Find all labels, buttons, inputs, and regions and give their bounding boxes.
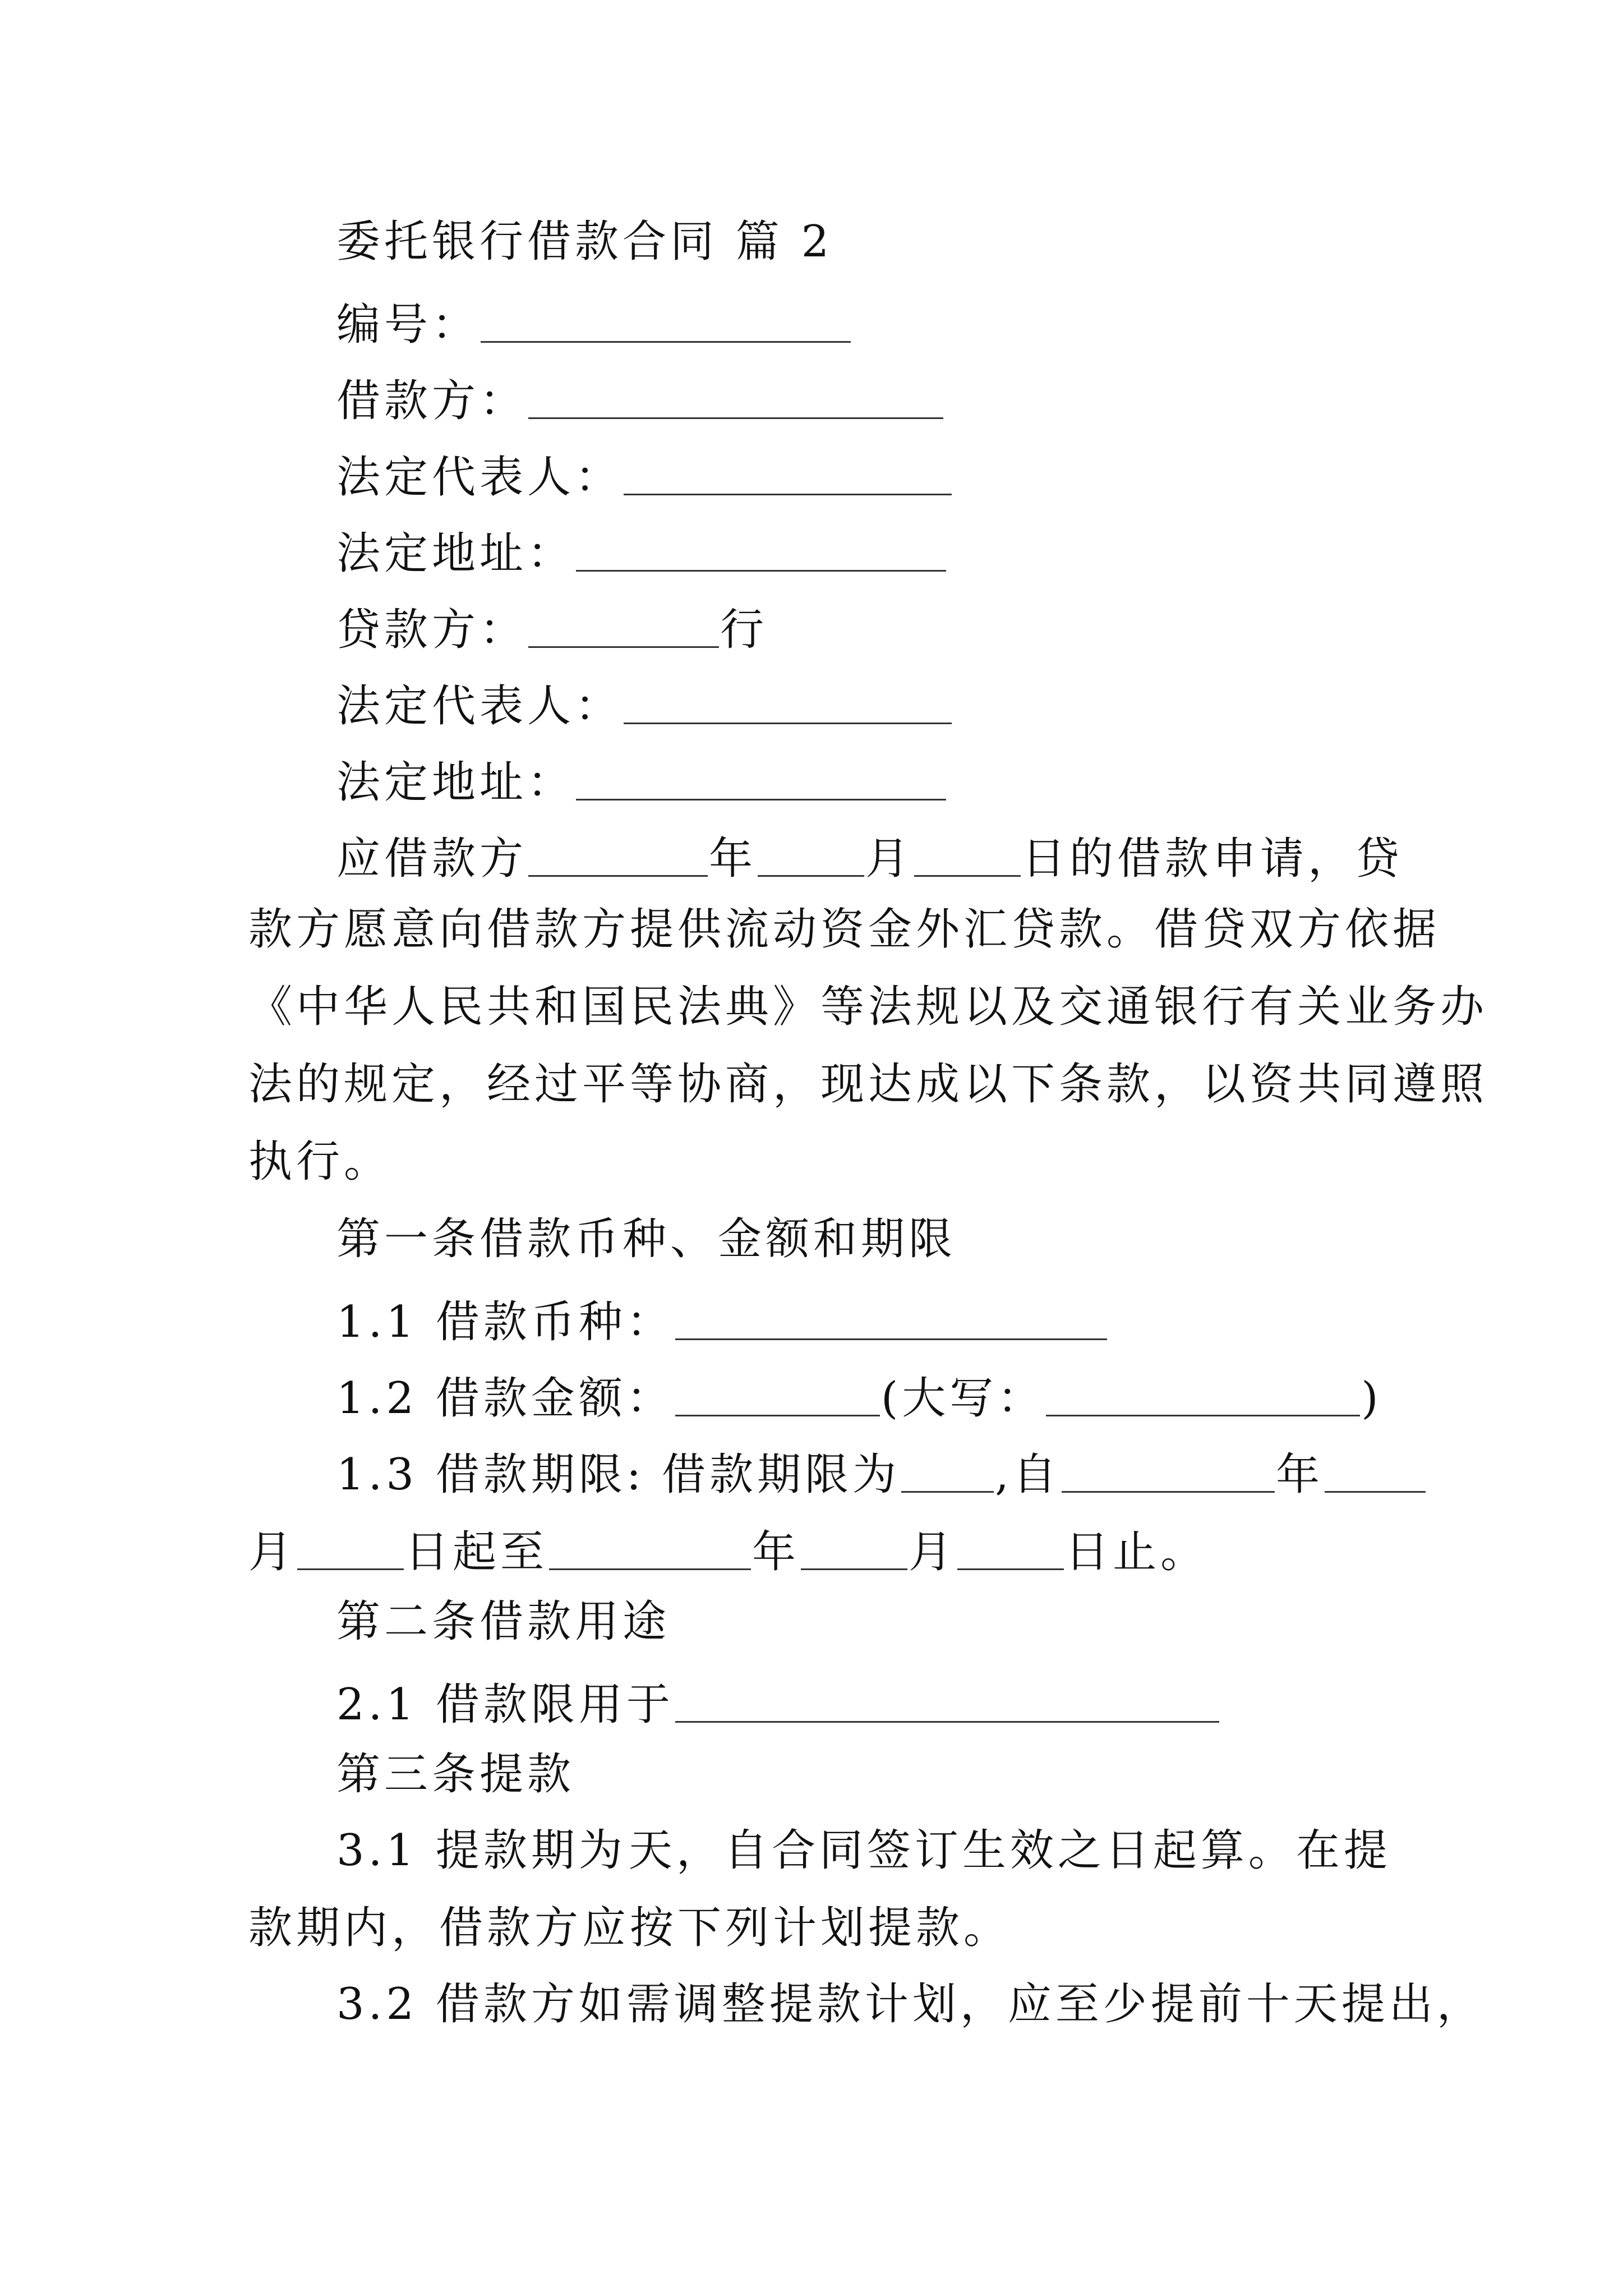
article3-item2 — [336, 1979, 1484, 2030]
article3-item1-line1 — [336, 1825, 1391, 1876]
article1-item2 — [336, 1370, 1382, 1424]
item-text: 借款期限为 — [662, 1450, 901, 1500]
blank-line — [549, 1527, 751, 1570]
field-label: 法定代表人： — [336, 452, 623, 503]
field-label: 借款方： — [336, 376, 528, 426]
item-text: 年 — [752, 1527, 800, 1577]
field-borrower-address — [336, 525, 947, 579]
blank-line — [576, 757, 946, 800]
intro-text: 执行。 — [248, 1137, 392, 1187]
article2-item1 — [336, 1676, 1220, 1730]
item-text: 日止。 — [1065, 1527, 1209, 1577]
field-label: 法定地址： — [336, 757, 575, 808]
field-lender — [336, 601, 768, 655]
field-lender-address — [336, 754, 947, 808]
item-text: 日起至 — [405, 1527, 548, 1577]
blank-line — [675, 1680, 1219, 1723]
blank-line — [528, 605, 719, 648]
heading-text: 第一条借款币种、金额和期限 — [336, 1214, 957, 1264]
blank-line — [1046, 1373, 1360, 1416]
intro-line-4 — [248, 1059, 1488, 1110]
field-borrower — [336, 372, 944, 426]
item-text: 款期内，借款方应按下列计划提款。 — [248, 1903, 1012, 1953]
blank-line — [801, 1527, 907, 1570]
article1-heading — [336, 1214, 957, 1264]
field-number — [336, 296, 852, 350]
item-text: 天，自合同签订生效之日起算。在提 — [628, 1825, 1391, 1876]
blank-line — [624, 681, 952, 724]
blank-line — [1062, 1450, 1275, 1493]
intro-line-5 — [248, 1137, 392, 1187]
article1-item1 — [336, 1294, 1108, 1347]
item-text: ,自 — [995, 1450, 1061, 1500]
item-text: 2.1 借款限用于 — [336, 1680, 674, 1730]
item-text: (大写： — [880, 1373, 1045, 1424]
blank-line — [675, 1297, 1107, 1340]
field-label: 法定地址： — [336, 528, 575, 579]
article1-item3-line2 — [248, 1524, 1209, 1577]
intro-line-1 — [336, 830, 1404, 884]
blank-line — [528, 834, 708, 877]
item-text: ) — [1361, 1373, 1382, 1424]
intro-text: 款方愿意向借款方提供流动资金外汇贷款。借贷双方依据 — [248, 904, 1441, 955]
intro-text: 《中华人民共和国民法典》等法规以及交通银行有关业务办 — [248, 982, 1488, 1032]
blank-line — [901, 1450, 994, 1493]
blank-line — [576, 528, 946, 572]
field-suffix: 行 — [720, 605, 768, 655]
item-text: 1.1 借款币种： — [336, 1297, 674, 1347]
item-text: 月 — [909, 1527, 957, 1577]
intro-text: 应借款方 — [336, 834, 528, 884]
document-title — [336, 217, 833, 267]
blank-line — [675, 1373, 880, 1416]
blank-line — [1325, 1450, 1426, 1493]
blank-line — [624, 452, 952, 495]
blank-line — [528, 376, 943, 419]
article2-heading — [336, 1596, 671, 1647]
article1-item3-line1 — [336, 1446, 1427, 1500]
intro-text: 法的规定，经过平等协商，现达成以下条款，以资共同遵照 — [248, 1059, 1488, 1110]
intro-text: 日的借款申请，贷 — [1022, 834, 1404, 884]
article3-heading — [336, 1749, 575, 1800]
intro-text: 年 — [709, 834, 757, 884]
field-borrower-representative — [336, 449, 953, 503]
blank-line — [758, 834, 864, 877]
intro-text: 月 — [865, 834, 914, 884]
blank-line — [297, 1527, 404, 1570]
field-lender-representative — [336, 678, 953, 731]
field-label: 编号： — [336, 300, 480, 350]
item-text: 1.3 借款期限: — [336, 1450, 645, 1500]
item-text: 1.2 借款金额： — [336, 1373, 674, 1424]
article3-item1-line2 — [248, 1903, 1012, 1953]
field-label: 法定代表人： — [336, 681, 623, 731]
title-text: 委托银行借款合同 篇 2 — [336, 217, 833, 267]
heading-text: 第二条借款用途 — [336, 1596, 671, 1647]
blank-line — [957, 1527, 1064, 1570]
item-text: 3.1 提款期为 — [336, 1825, 626, 1876]
blank-line — [481, 300, 851, 343]
item-text: 月 — [248, 1527, 297, 1577]
field-label: 贷款方： — [336, 605, 528, 655]
heading-text: 第三条提款 — [336, 1749, 575, 1800]
item-text: 年 — [1275, 1450, 1324, 1500]
item-text: 3.2 借款方如需调整提款计划，应至少提前十天提出， — [336, 1979, 1484, 2030]
intro-line-2 — [248, 904, 1441, 955]
blank-line — [914, 834, 1021, 877]
intro-line-3 — [248, 982, 1488, 1032]
